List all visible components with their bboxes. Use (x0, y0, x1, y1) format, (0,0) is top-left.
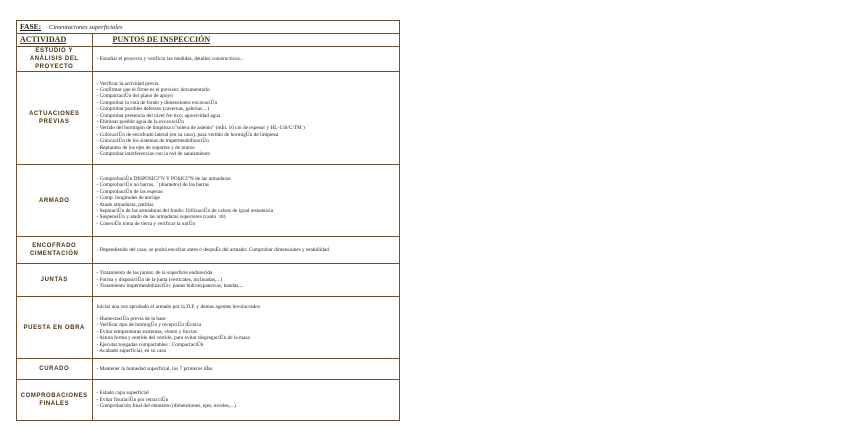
inspection-point: - SeparaciÛn de las armaduras del fondo: UtilizaciÛn de calzos de igual resistencia (96, 207, 273, 214)
inspection-points-cell (92, 264, 399, 297)
inspection-point: - Forma y disposiciÛn de la junta (verticales, inclinadas,...) (96, 276, 222, 283)
inspection-point: - CompactaciÛn del plano de apoyo (96, 93, 173, 100)
table-row (17, 72, 399, 165)
inspection-point: - Tratamiento de las juntas: de la superficie endurecida (96, 270, 213, 277)
inspection-point: - ColocaciÛn de los sistemas de impermeabilizaciÛn (96, 138, 209, 145)
inspection-point: - ConexiÛn toma de tierra y verificar la uniÛn (96, 220, 196, 227)
inspection-point: - Confirmar que el firme es el previsto: documentarlo (96, 86, 210, 93)
inspection-point: - Comprobar la cota de fondo y dimensiones excavaciÛn (96, 99, 218, 106)
inspection-point: - Mantener la humedad superficial, los 7 primeros dÌas (96, 365, 213, 372)
header-puntos: PUNTOS DE INSPECCIÓN (92, 34, 399, 47)
activity-cell: ESTUDIO Y ANÁLISIS DEL PROYECTO (17, 47, 92, 72)
inspection-point: - Comp. longitudes de anclaje (96, 195, 160, 202)
activity-cell: ARMADO (17, 165, 92, 237)
activity-cell: PUESTA EN OBRA (17, 297, 92, 359)
activity-cell: ENCOFRADO CIMENTACIÓN (17, 237, 92, 264)
inspection-points-cell (92, 237, 399, 264)
inspection-point: - ColocaciÛn de encofrado lateral (en su caso), para vertido de hormigÛn de limpieza (96, 131, 279, 138)
inspection-point: - SuspensiÛn y atado de las armaduras superiores (canto ˙til) (96, 214, 226, 221)
table-row (17, 165, 399, 237)
inspection-point: - Atado armaduras, patillas (96, 201, 154, 208)
activity-cell: CURADO (17, 359, 92, 380)
activity-cell: JUNTAS (17, 264, 92, 297)
inspection-point: - Replanteo de los ejes de soportes y de muros (96, 144, 195, 151)
inspection-point: - Eliminar posible agua de la excavaciÛn (96, 119, 184, 125)
inspection-points-cell (92, 165, 399, 237)
inspection-point: - Evitar fisuraciÛn por retracciÛn (96, 396, 169, 403)
activity-cell: COMPROBACIONES FINALES (17, 380, 92, 420)
table-row (17, 359, 399, 380)
table-row (17, 47, 399, 72)
inspection-point: - HumectaciÛn previa de la base (96, 315, 166, 322)
header-actividad: ACTIVIDAD (17, 34, 92, 47)
table-row (17, 264, 399, 297)
inspection-sheet (16, 20, 400, 421)
inspection-point: - Acabado superficial, en su caso (96, 348, 167, 355)
inspection-points-cell (92, 297, 399, 359)
table-header (17, 34, 399, 47)
inspection-point: - Comprobar posibles defectos (cavernas, galerias,...) (96, 106, 210, 113)
inspection-point: - Dependiendo del caso, se podrá encofrar antes o despuÈs del armado: Comprobar dimensiones y estabilidad (96, 246, 329, 253)
inspection-point: - Estado capa superficial (96, 390, 149, 397)
inspection-point: - ComprobaciÛn no barras, ¨ (diametro) de las barras (96, 182, 210, 189)
points-intro: Iniciar una vez aprobado el armado por la D.F. y demas agentes involucrados (96, 303, 260, 310)
inspection-points-cell (92, 47, 399, 72)
inspection-table (17, 34, 399, 420)
inspection-points-cell (92, 72, 399, 165)
table-row (17, 237, 399, 264)
inspection-points-cell (92, 359, 399, 380)
inspection-point: - Verificar la actividad previa (96, 80, 159, 87)
inspection-point: - Altura forma y sentido del vertido, para evitar disgregaciÛn de la masa (96, 335, 250, 342)
activity-cell: ACTUACIONES PREVIAS (17, 72, 92, 165)
table-row (17, 380, 399, 420)
inspection-point: - Tratamiento impermeabilizaciÛn: juntas hidroexpansivas, bandas,... (96, 283, 244, 290)
inspection-point: - Verificar tipo de hormigÛn y recepciÛn tÈcnica (96, 322, 202, 329)
inspection-point: - Ejecutar tongadas compactables : CompactaciÛn (96, 341, 204, 348)
inspection-point: - ComprobaciÛn de las esperas (96, 188, 163, 195)
fase-value: Cimentaciones superficiales (49, 24, 123, 31)
inspection-point: - Evitar temperaturas extremas, viento y lluvias (96, 328, 197, 335)
fase-row (17, 21, 399, 34)
inspection-point: - Comprobar presencia del nivel fre·tico: agresividad agua (96, 112, 221, 119)
inspection-points-cell (92, 380, 399, 420)
inspection-point: - Comprobar interferencias con la red de saneamiento (96, 151, 211, 158)
inspection-point: - Estudiar el proyecto y verificar las medidas, detalles constructicos... (96, 55, 244, 62)
inspection-point: - Vertido del hormigón de limpieza o"solera de asiento" (mÌn. 10 cm de espesor y HL-150/C/TM ) (96, 125, 305, 132)
table-row (17, 297, 399, 359)
inspection-point: - Comprobación final del elemento (dimensiones, ejes, niveles,...) (96, 402, 236, 409)
inspection-point: - ComprobaciÛn DISPOSICI"N Y POSICI"N de las armaduras (96, 175, 231, 182)
fase-label: FASE: (20, 22, 42, 31)
